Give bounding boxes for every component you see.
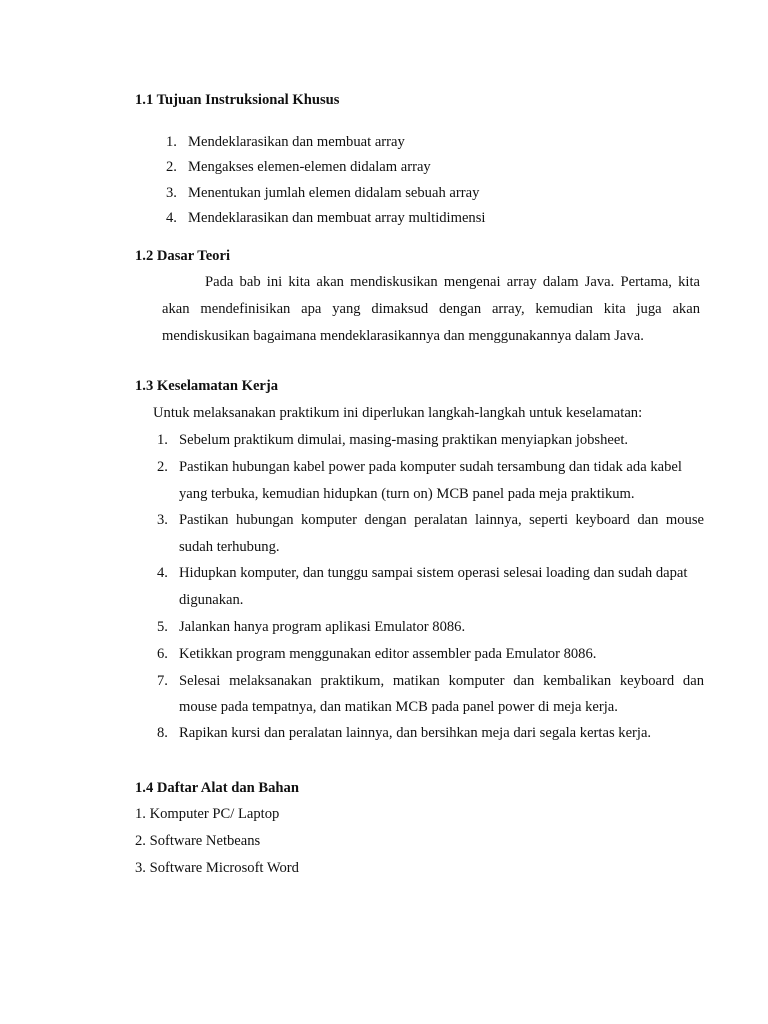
keselamatan-item-3-num: 3. xyxy=(157,512,168,528)
dasar-teori-line-3: mendiskusikan bagaimana mendeklarasikannya dan menggunakannya dalam Java. xyxy=(162,328,644,344)
tujuan-item-1: Mendeklarasikan dan membuat array xyxy=(188,134,405,150)
keselamatan-item-3-line-1: Pastikan hubungan komputer dengan peralatan lainnya, seperti keyboard dan mouse xyxy=(179,512,704,528)
keselamatan-item-1-line-1: Sebelum praktikum dimulai, masing-masing praktikan menyiapkan jobsheet. xyxy=(179,432,629,448)
keselamatan-item-5-line-1: Jalankan hanya program aplikasi Emulator 8086. xyxy=(179,619,466,635)
keselamatan-item-7-line-1: Selesai melaksanakan praktikum, matikan komputer dan kembalikan keyboard dan xyxy=(179,673,704,689)
keselamatan-item-7-num: 7. xyxy=(157,673,168,689)
heading-alat-bahan: 1.4 Daftar Alat dan Bahan xyxy=(135,780,299,796)
tujuan-item-4-num: 4. xyxy=(166,210,177,226)
alat-item-3: 3. Software Microsoft Word xyxy=(135,860,299,876)
keselamatan-item-8-line-1: Rapikan kursi dan peralatan lainnya, dan bersihkan meja dari segala kertas kerja. xyxy=(179,725,652,741)
tujuan-item-2-num: 2. xyxy=(166,159,177,175)
keselamatan-item-2-line-2: yang terbuka, kemudian hidupkan (turn on) MCB panel pada meja praktikum. xyxy=(179,486,635,502)
keselamatan-item-4-line-2: digunakan. xyxy=(179,592,244,608)
heading-dasar-teori: 1.2 Dasar Teori xyxy=(135,248,231,264)
keselamatan-item-4-line-1: Hidupkan komputer, dan tunggu sampai sistem operasi selesai loading dan sudah dapat xyxy=(179,565,688,581)
keselamatan-item-5-num: 5. xyxy=(157,619,168,635)
dasar-teori-line-2: akan mendefinisikan apa yang dimaksud dengan array, kemudian kita juga akan xyxy=(162,301,700,317)
keselamatan-item-2-line-1: Pastikan hubungan kabel power pada komputer sudah tersambung dan tidak ada kabel xyxy=(179,459,682,475)
keselamatan-item-1-num: 1. xyxy=(157,432,168,448)
alat-item-2: 2. Software Netbeans xyxy=(135,833,261,849)
keselamatan-item-6-num: 6. xyxy=(157,646,168,662)
keselamatan-item-6-line-1: Ketikkan program menggunakan editor assembler pada Emulator 8086. xyxy=(179,646,597,662)
tujuan-item-2: Mengakses elemen-elemen didalam array xyxy=(188,159,431,175)
tujuan-item-3-num: 3. xyxy=(166,185,177,201)
keselamatan-item-7-line-2: mouse pada tempatnya, dan matikan MCB pada panel power di meja kerja. xyxy=(179,699,618,715)
dasar-teori-line-1: Pada bab ini kita akan mendiskusikan mengenai array dalam Java. Pertama, kita xyxy=(205,274,700,290)
tujuan-item-3: Menentukan jumlah elemen didalam sebuah array xyxy=(188,185,480,201)
keselamatan-item-3-line-2: sudah terhubung. xyxy=(179,539,280,555)
heading-tujuan: 1.1 Tujuan Instruksional Khusus xyxy=(135,92,340,108)
alat-item-1: 1. Komputer PC/ Laptop xyxy=(135,806,280,822)
keselamatan-item-8-num: 8. xyxy=(157,725,168,741)
tujuan-item-1-num: 1. xyxy=(166,134,177,150)
tujuan-item-4: Mendeklarasikan dan membuat array multidimensi xyxy=(188,210,486,226)
keselamatan-item-4-num: 4. xyxy=(157,565,168,581)
keselamatan-intro: Untuk melaksanakan praktikum ini diperlukan langkah-langkah untuk keselamatan: xyxy=(153,405,643,421)
heading-keselamatan: 1.3 Keselamatan Kerja xyxy=(135,378,279,394)
keselamatan-item-2-num: 2. xyxy=(157,459,168,475)
